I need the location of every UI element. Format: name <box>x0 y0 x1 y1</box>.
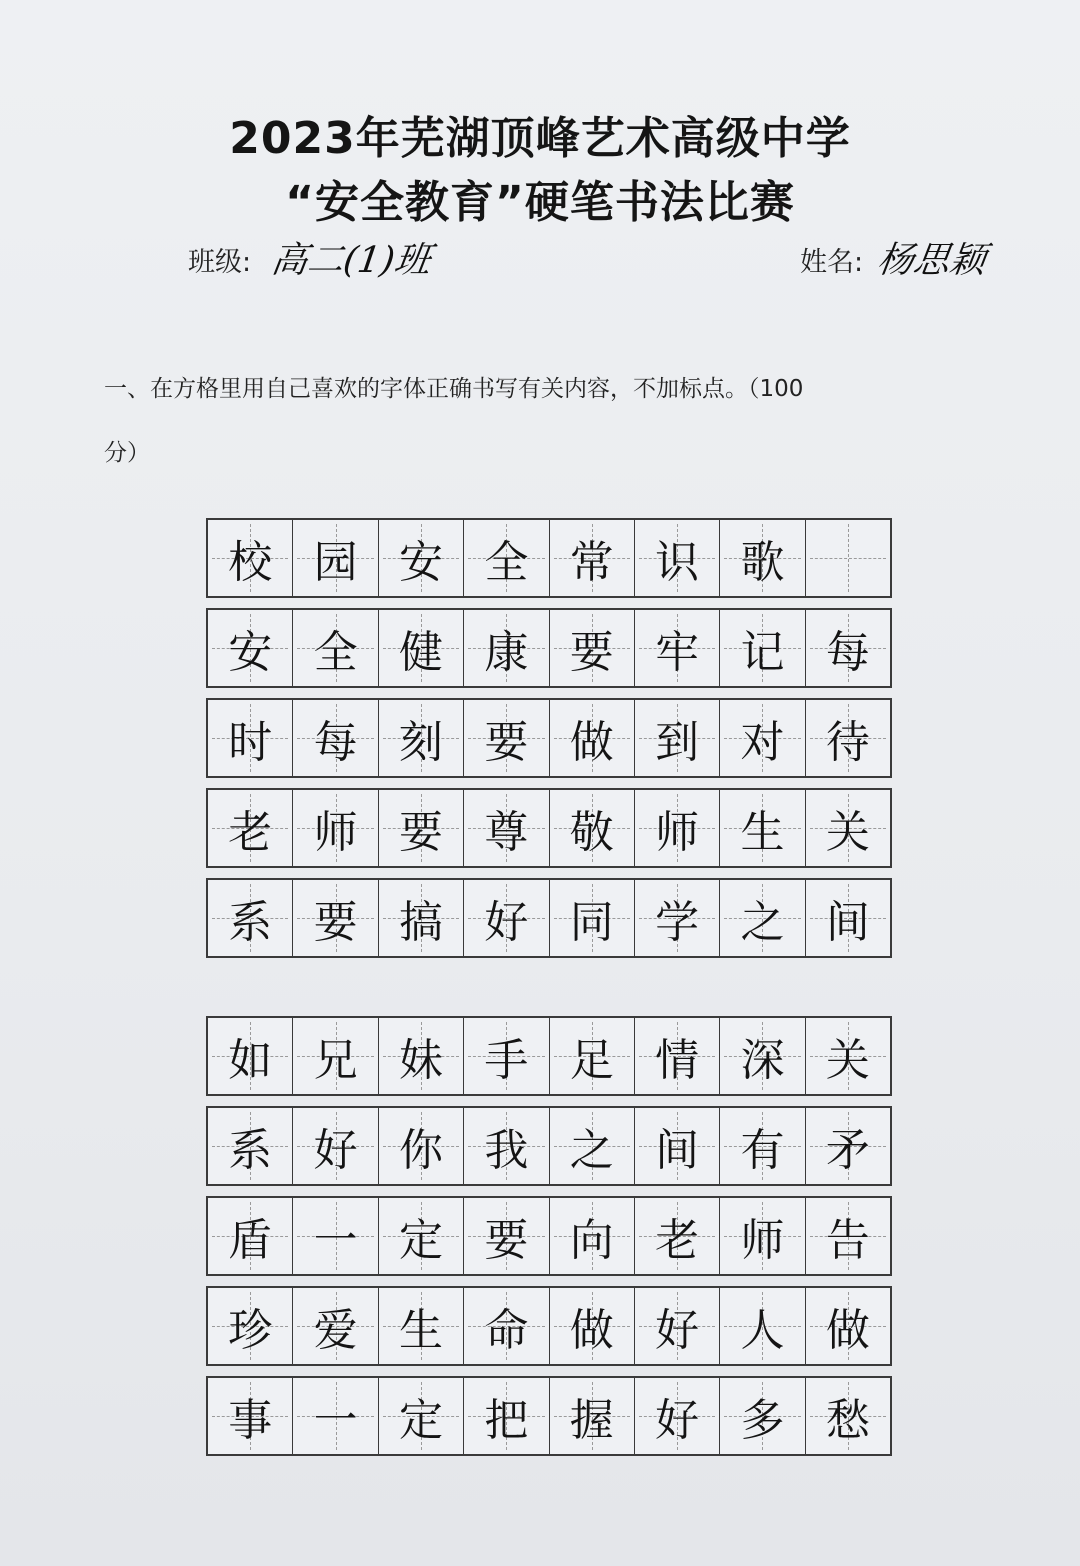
handwritten-character: 尊 <box>484 807 529 858</box>
handwritten-character: 常 <box>569 537 614 588</box>
grid-row <box>206 878 892 958</box>
grid-cell <box>806 1198 890 1274</box>
grid-cell <box>635 880 720 956</box>
grid-cell <box>550 1018 635 1094</box>
handwritten-character: 每 <box>313 717 358 768</box>
grid-cell <box>806 1288 890 1364</box>
handwritten-character: 深 <box>740 1035 785 1086</box>
handwritten-character: 情 <box>655 1035 700 1086</box>
grid-cell <box>720 1288 805 1364</box>
grid-cell <box>550 880 635 956</box>
handwritten-character: 之 <box>740 897 785 948</box>
grid-cell <box>806 700 890 776</box>
handwritten-character: 矛 <box>825 1125 870 1176</box>
grid-cell <box>293 1288 378 1364</box>
handwritten-character: 好 <box>313 1125 358 1176</box>
handwritten-character: 盾 <box>228 1215 273 1266</box>
grid-cell <box>635 1378 720 1454</box>
grid-cell <box>720 1108 805 1184</box>
grid-cell <box>464 1108 549 1184</box>
grid-cell <box>208 1288 293 1364</box>
grid-cell <box>208 1198 293 1274</box>
grid-cell <box>550 1108 635 1184</box>
grid-cell <box>208 1378 293 1454</box>
handwritten-character: 你 <box>398 1125 443 1176</box>
grid-cell <box>635 790 720 866</box>
handwritten-character: 人 <box>740 1305 785 1356</box>
grid-cell <box>208 520 293 596</box>
grid-cell <box>550 520 635 596</box>
grid-cell <box>379 520 464 596</box>
handwritten-character: 歌 <box>740 537 785 588</box>
handwritten-character: 生 <box>398 1305 443 1356</box>
handwritten-character: 老 <box>228 807 273 858</box>
grid-cell <box>464 1018 549 1094</box>
page-title-line2: “安全教育”硬笔书法比赛 <box>285 177 795 228</box>
handwritten-character: 学 <box>655 897 700 948</box>
handwritten-character: 康 <box>484 627 529 678</box>
grid-row <box>206 1016 892 1096</box>
handwritten-character: 珍 <box>228 1305 273 1356</box>
handwritten-character: 搞 <box>398 897 443 948</box>
grid-row <box>206 1286 892 1366</box>
name-label: 姓名: <box>800 247 864 278</box>
grid-row <box>206 1376 892 1456</box>
handwritten-character: 牢 <box>655 627 700 678</box>
handwritten-character: 关 <box>825 807 870 858</box>
grid-cell <box>379 700 464 776</box>
grid-cell <box>806 880 890 956</box>
grid-cell <box>806 1018 890 1094</box>
grid-cell <box>806 610 890 686</box>
grid-cell <box>293 520 378 596</box>
handwritten-character: 要 <box>484 717 529 768</box>
handwritten-character: 好 <box>484 897 529 948</box>
instructions-line1: 一、在方格里用自己喜欢的字体正确书写有关内容，不加标点。（100 <box>104 376 804 402</box>
grid-row <box>206 1196 892 1276</box>
grid-cell <box>208 700 293 776</box>
grid-cell <box>464 700 549 776</box>
grid-cell <box>208 1018 293 1094</box>
handwritten-character: 足 <box>569 1035 614 1086</box>
handwritten-character: 向 <box>569 1215 614 1266</box>
handwritten-character: 定 <box>398 1215 443 1266</box>
handwritten-character: 时 <box>228 717 273 768</box>
grid-cell <box>293 790 378 866</box>
handwritten-character: 要 <box>569 627 614 678</box>
handwritten-character: 告 <box>825 1215 870 1266</box>
grid-cell <box>464 610 549 686</box>
grid-cell <box>720 1198 805 1274</box>
handwritten-character: 每 <box>825 627 870 678</box>
handwritten-character: 师 <box>655 807 700 858</box>
handwritten-character: 手 <box>484 1035 529 1086</box>
grid-cell <box>550 1378 635 1454</box>
handwritten-character: 间 <box>655 1125 700 1176</box>
name-value-handwritten: 杨思颖 <box>874 240 989 281</box>
handwritten-character: 园 <box>313 537 358 588</box>
handwritten-character: 做 <box>569 717 614 768</box>
grid-cell <box>293 610 378 686</box>
grid-cell <box>379 1108 464 1184</box>
grid-cell <box>379 880 464 956</box>
writing-grid-1 <box>206 518 892 968</box>
handwritten-character: 刻 <box>398 717 443 768</box>
grid-cell <box>293 1018 378 1094</box>
handwritten-character: 做 <box>825 1305 870 1356</box>
grid-row <box>206 698 892 778</box>
handwritten-character: 关 <box>825 1035 870 1086</box>
handwritten-character: 老 <box>655 1215 700 1266</box>
class-label: 班级: <box>188 247 252 278</box>
grid-cell <box>379 1378 464 1454</box>
handwritten-character: 一 <box>313 1215 358 1266</box>
handwritten-character: 好 <box>655 1395 700 1446</box>
grid-cell <box>806 1108 890 1184</box>
grid-cell <box>550 1198 635 1274</box>
handwritten-character: 师 <box>740 1215 785 1266</box>
handwritten-character: 敬 <box>569 807 614 858</box>
handwritten-character: 愁 <box>825 1395 870 1446</box>
grid-cell <box>208 1108 293 1184</box>
grid-cell <box>464 520 549 596</box>
class-value-handwritten: 高二(1)班 <box>268 240 434 281</box>
handwritten-character: 系 <box>228 897 273 948</box>
grid-cell <box>379 1198 464 1274</box>
handwritten-character: 记 <box>740 627 785 678</box>
grid-cell <box>720 790 805 866</box>
grid-cell <box>464 1288 549 1364</box>
handwritten-character: 好 <box>655 1305 700 1356</box>
grid-cell <box>720 880 805 956</box>
grid-cell <box>720 1018 805 1094</box>
handwritten-character: 一 <box>313 1395 358 1446</box>
grid-cell <box>379 1288 464 1364</box>
handwritten-character: 妹 <box>398 1035 443 1086</box>
grid-row <box>206 518 892 598</box>
grid-cell <box>293 1198 378 1274</box>
grid-cell <box>464 790 549 866</box>
grid-cell <box>635 520 720 596</box>
handwritten-character: 安 <box>228 627 273 678</box>
handwritten-character: 命 <box>484 1305 529 1356</box>
page-title-line1: 2023年芜湖顶峰艺术高级中学 <box>229 113 851 164</box>
handwritten-character: 多 <box>740 1395 785 1446</box>
grid-cell <box>806 520 890 596</box>
grid-cell <box>464 880 549 956</box>
grid-cell <box>293 880 378 956</box>
grid-cell <box>379 610 464 686</box>
handwritten-character: 全 <box>484 537 529 588</box>
handwritten-character: 识 <box>655 537 700 588</box>
handwritten-character: 间 <box>825 897 870 948</box>
instructions-line2: 分） <box>104 440 150 466</box>
grid-cell <box>293 700 378 776</box>
grid-cell <box>208 790 293 866</box>
grid-cell <box>635 700 720 776</box>
grid-row <box>206 788 892 868</box>
handwritten-character: 兄 <box>313 1035 358 1086</box>
grid-cell <box>550 700 635 776</box>
handwritten-character: 有 <box>740 1125 785 1176</box>
handwritten-character: 健 <box>398 627 443 678</box>
grid-cell <box>806 1378 890 1454</box>
grid-cell <box>806 790 890 866</box>
handwritten-character: 爱 <box>313 1305 358 1356</box>
handwritten-character: 要 <box>398 807 443 858</box>
grid-cell <box>720 610 805 686</box>
grid-cell <box>550 790 635 866</box>
handwritten-character: 把 <box>484 1395 529 1446</box>
handwritten-character: 要 <box>484 1215 529 1266</box>
handwritten-character: 之 <box>569 1125 614 1176</box>
handwritten-character: 握 <box>569 1395 614 1446</box>
handwritten-character: 安 <box>398 537 443 588</box>
writing-grid-2 <box>206 1016 892 1466</box>
grid-cell <box>293 1378 378 1454</box>
grid-cell <box>550 610 635 686</box>
handwritten-character: 生 <box>740 807 785 858</box>
handwritten-character: 到 <box>655 717 700 768</box>
grid-cell <box>720 700 805 776</box>
handwritten-character: 校 <box>228 537 273 588</box>
grid-row <box>206 1106 892 1186</box>
handwritten-character: 对 <box>740 717 785 768</box>
grid-row <box>206 608 892 688</box>
handwritten-character: 如 <box>228 1035 273 1086</box>
grid-cell <box>208 880 293 956</box>
grid-cell <box>635 610 720 686</box>
handwritten-character: 做 <box>569 1305 614 1356</box>
grid-cell <box>635 1198 720 1274</box>
grid-cell <box>293 1108 378 1184</box>
handwritten-character: 系 <box>228 1125 273 1176</box>
grid-cell <box>720 520 805 596</box>
handwritten-character: 同 <box>569 897 614 948</box>
grid-cell <box>208 610 293 686</box>
handwritten-character: 师 <box>313 807 358 858</box>
handwritten-character: 我 <box>484 1125 529 1176</box>
handwritten-character: 全 <box>313 627 358 678</box>
handwritten-character: 定 <box>398 1395 443 1446</box>
grid-cell <box>464 1198 549 1274</box>
grid-cell <box>464 1378 549 1454</box>
grid-cell <box>635 1018 720 1094</box>
handwritten-character: 待 <box>825 717 870 768</box>
grid-cell <box>635 1108 720 1184</box>
handwritten-character: 要 <box>313 897 358 948</box>
grid-cell <box>379 790 464 866</box>
grid-cell <box>550 1288 635 1364</box>
handwritten-character: 事 <box>228 1395 273 1446</box>
grid-cell <box>720 1378 805 1454</box>
grid-cell <box>379 1018 464 1094</box>
grid-cell <box>635 1288 720 1364</box>
